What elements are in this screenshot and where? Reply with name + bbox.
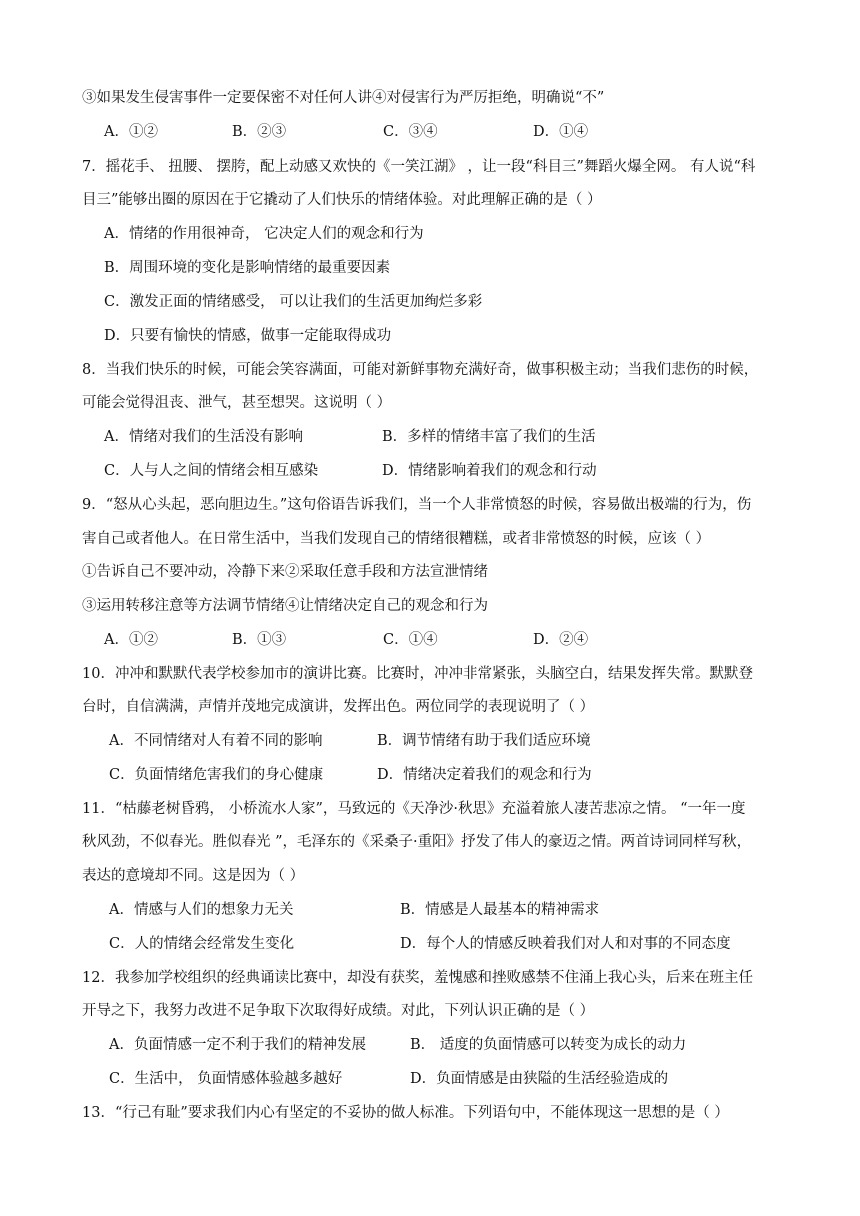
q10-option-a: A．不同情绪对人有着不同的影响 (109, 733, 323, 749)
q8-stem-line-1: 8．当我们快乐的时候，可能会笑容满面，可能对新鲜事物充满好奇，做事积极主动；当我们悲伤的时候， (82, 362, 759, 378)
q10-stem-line-2: 台时，自信满满，声情并茂地完成演讲，发挥出色。两位同学的表现说明了（ ） (82, 699, 595, 715)
q11-option-b: B．情感是人最基本的精神需求 (400, 902, 600, 918)
q10-option-c: C．负面情绪危害我们的身心健康 (109, 767, 324, 783)
q13-stem-line-1: 13．“行己有耻”要求我们内心有坚定的不妥协的做人标准。下列语句中，不能体现这一思想的是（ ） (82, 1105, 729, 1121)
q10-stem-line-1: 10．冲冲和默默代表学校参加市的演讲比赛。比赛时，冲冲非常紧张，头脑空白，结果发挥失常。默默登 (82, 666, 753, 682)
q11-stem-line-3: 表达的意境却不同。这是因为（ ） (82, 868, 305, 884)
q12-stem-line-2: 开导之下，我努力改进不足争取下次取得好成绩。对此，下列认识正确的是（ ） (82, 1003, 595, 1019)
q9-stem-line-2: 害自己或者他人。在日常生活中，当我们发现自己的情绪很糟糕，或者非常愤怒的时候，应该（ ） (82, 531, 711, 547)
q7-stem-line-1: 7．摇花手、 扭腰、 摆胯，配上动感又欢快的《一笑江湖》 ，让一段“科目三”舞蹈火爆全网。 有人说“科 (82, 159, 756, 175)
q11-stem-line-2: 秋风劲，不似春光。胜似春光 ”，毛泽东的《采桑子·重阳》抒发了伟人的豪迈之情。两首诗词同样写秋， (82, 834, 752, 850)
q7-option-c: C．激发正面的情绪感受， 可以让我们的生活更加绚烂多彩 (104, 294, 483, 310)
q12-option-b: B． 适度的负面情感可以转变为成长的动力 (410, 1037, 687, 1053)
q6-item-3-4: ③如果发生侵害事件一定要保密不对任何人讲④对侵害行为严厉拒绝，明确说“不” (82, 90, 605, 106)
q9-option-b: B．①③ (232, 632, 287, 648)
q9-option-a: A．①② (104, 632, 158, 648)
q6-option-a: A．①② (104, 124, 158, 140)
q8-option-d: D．情绪影响着我们的观念和行动 (382, 463, 597, 479)
q11-stem-line-1: 11．“枯藤老树昏鸦， 小桥流水人家”，马致远的《天净沙·秋思》充溢着旅人凄苦悲凉之情。 “一年一度 (82, 801, 746, 817)
q8-option-a: A．情绪对我们的生活没有影响 (104, 429, 303, 445)
q7-stem-line-2: 目三”能够出圈的原因在于它撬动了人们快乐的情绪体验。对此理解正确的是（ ） (82, 192, 602, 208)
q10-option-b: B．调节情绪有助于我们适应环境 (377, 733, 591, 749)
q9-option-c: C．①④ (383, 632, 438, 648)
q7-option-a: A．情绪的作用很神奇， 它决定人们的观念和行为 (104, 226, 424, 242)
q12-option-a: A．负面情感一定不利于我们的精神发展 (109, 1037, 366, 1053)
q8-stem-line-2: 可能会觉得沮丧、泄气，甚至想哭。这说明（ ） (82, 395, 392, 411)
q9-option-d: D．②④ (533, 632, 589, 648)
q12-option-d: D．负面情感是由狭隘的生活经验造成的 (410, 1071, 669, 1087)
q8-option-c: C．人与人之间的情绪会相互感染 (104, 463, 319, 479)
q8-option-b: B．多样的情绪丰富了我们的生活 (382, 429, 596, 445)
q9-item-1-2: ①告诉自己不要冲动，冷静下来②采取任意手段和方法宣泄情绪 (82, 564, 488, 580)
q6-option-c: C．③④ (383, 124, 438, 140)
q12-option-c: C．生活中， 负面情感体验越多越好 (109, 1071, 343, 1087)
q7-option-d: D．只要有愉快的情感，做事一定能取得成功 (104, 328, 392, 344)
q7-option-b: B．周围环境的变化是影响情绪的最重要因素 (104, 260, 391, 276)
q11-option-a: A．情感与人们的想象力无关 (109, 902, 294, 918)
q9-item-3-4: ③运用转移注意等方法调节情绪④让情绪决定自己的观念和行为 (82, 598, 488, 614)
q9-stem-line-1: 9．“怒从心头起，恶向胆边生。”这句俗语告诉我们，当一个人非常愤怒的时候，容易做出极端的行为，伤 (82, 497, 752, 513)
q10-option-d: D．情绪决定着我们的观念和行为 (377, 767, 592, 783)
q12-stem-line-1: 12．我参加学校组织的经典诵读比赛中，却没有获奖，羞愧感和挫败感禁不住涌上我心头，后来在班主任 (82, 970, 753, 986)
q11-option-d: D．每个人的情感反映着我们对人和对事的不同态度 (400, 936, 731, 952)
q6-option-d: D．①④ (533, 124, 589, 140)
q6-option-b: B．②③ (232, 124, 287, 140)
q11-option-c: C．人的情绪会经常发生变化 (109, 936, 295, 952)
